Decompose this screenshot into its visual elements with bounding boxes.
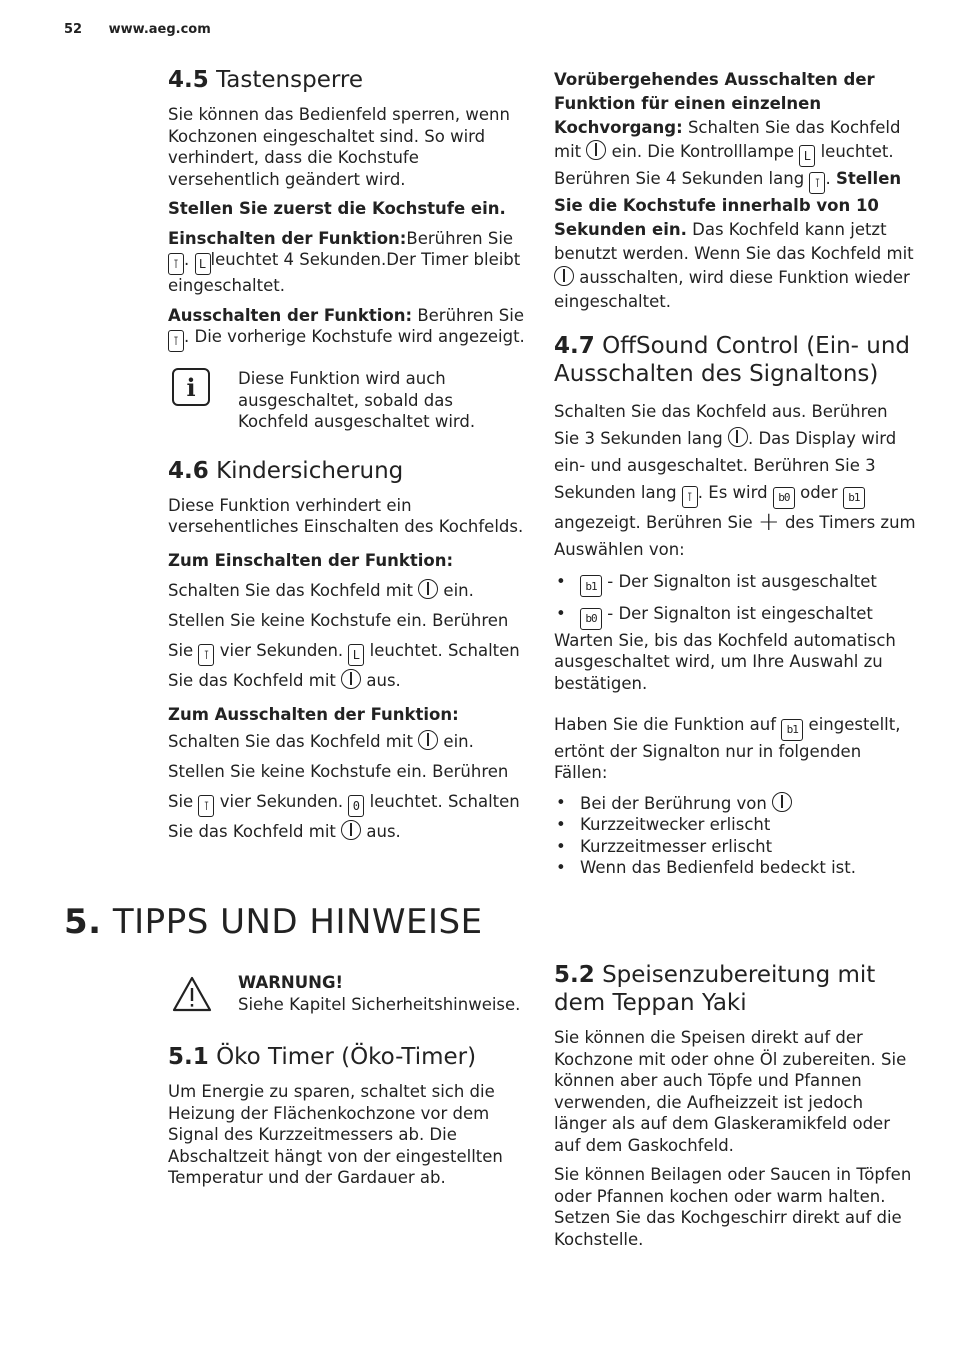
page-number: 52 — [64, 22, 83, 37]
lock-light-icon: L — [799, 145, 815, 167]
s46-disable-label: Zum Ausschalten der Funktion: — [168, 704, 459, 724]
lock-key-icon: ⊺ — [168, 253, 184, 275]
info-icon: i — [172, 368, 210, 406]
lock-key-icon: ⊺ — [168, 330, 184, 352]
page-header — [64, 22, 211, 37]
power-icon — [341, 820, 361, 840]
sound-off-symbol-icon: b1 — [580, 575, 602, 597]
warning-triangle-icon — [172, 976, 212, 1016]
s45-disable: Ausschalten der Funktion: Berühren Sie ⊺ . Die vorherige Kochstufe wird angezeigt. — [168, 305, 526, 353]
section-4-7-heading: 4.7 OffSound Control (Ein- und Ausschalten des Signaltons) — [554, 333, 911, 387]
power-icon — [341, 669, 361, 689]
lock-key-icon: ⊺ — [809, 172, 825, 194]
power-icon — [554, 266, 574, 286]
list-item: • Kurzzeitmesser erlischt — [554, 836, 916, 858]
sound-off-symbol-icon: b1 — [781, 719, 803, 741]
warning-text: Siehe Kapitel Sicherheitshinweise. — [238, 994, 521, 1014]
header-url: www.aeg.com — [108, 22, 211, 37]
sound-off-symbol-icon: b1 — [843, 487, 865, 509]
list-item: • b0 - Der Signalton ist eingeschaltet — [554, 603, 916, 630]
section-5-2-heading: 5.2 Speisenzubereitung mit dem Teppan Yaki — [554, 962, 876, 1016]
lock-key-icon: ⊺ — [682, 486, 698, 508]
right-column-bottom — [554, 961, 916, 1258]
left-column-top — [168, 66, 526, 855]
s52-text-1: Sie können die Speisen direkt auf der Kochzone mit oder ohne Öl zubereiten. Sie können aber auch Töpfe und Pfannen verwenden, die Aufheizzeit ist jedoch länger als auf dem Glaskeramikfeld oder auf dem Gaskochfeld. — [554, 1028, 907, 1155]
section-4-5-heading: 4.5 Tastensperre — [168, 67, 364, 93]
child-lock-light-icon: 0 — [348, 795, 364, 817]
power-icon — [418, 579, 438, 599]
info-note-text: Diese Funktion wird auch ausgeschaltet, sobald das Kochfeld ausgeschaltet wird. — [238, 369, 476, 431]
left-column-bottom — [168, 972, 526, 1197]
warning-note — [168, 972, 526, 1015]
list-item: • b1 - Der Signalton ist ausgeschaltet — [554, 571, 916, 598]
section-4-6-heading: 4.6 Kindersicherung — [168, 457, 404, 484]
lock-light-icon: L — [348, 644, 364, 666]
warning-title: WARNUNG! — [238, 973, 344, 992]
s45-enable: Einschalten der Funktion:Berühren Sie ⊺ . L leuchtet 4 Sekunden.Der Timer bleibt eingeschaltet. — [168, 228, 521, 295]
power-icon — [586, 140, 606, 160]
lock-light-icon: L — [195, 253, 211, 275]
lock-key-icon: ⊺ — [198, 795, 214, 817]
list-item: • Wenn das Bedienfeld bedeckt ist. — [554, 857, 916, 879]
power-icon — [772, 792, 792, 812]
s47-cases-intro: Haben Sie die Funktion auf b1 eingestellt, ertönt der Signalton nur in folgenden Fällen: — [554, 715, 901, 782]
power-icon — [418, 730, 438, 750]
section-5-1-heading: 5.1 Öko Timer (Öko-Timer) — [168, 1044, 477, 1070]
list-item: • Bei der Berührung von — [554, 792, 916, 815]
s52-text-2: Sie können Beilagen oder Saucen in Töpfen oder Pfannen kochen oder warm halten. Setzen Sie das Kochgeschirr direkt auf die Kochstelle. — [554, 1165, 912, 1249]
power-icon — [728, 427, 748, 447]
s46-temporary-disable: Vorübergehendes Ausschalten der Funktion für einen einzelnen Kochvorgang: Schalten Sie das Kochfeld mit ein. Die Kontrolllampe L leuchtet. Berühren Sie 4 Sekunden lang ⊺ . Stellen Sie die Kochstufe innerhalb von 10 Sekunden ein. Das Kochfeld kann jetzt benutzt werden. Wenn Sie das Kochfeld mit ausschalten, wird diese Funktion wieder eingeschaltet. — [554, 70, 914, 311]
s47-intro: Schalten Sie das Kochfeld aus. Berühren Sie 3 Sekunden lang . Das Display wird ein- und ausgeschaltet. Berühren Sie 3 Sekunden lang ⊺ . Es wird b0 oder b1 angezeigt. Berühren Sie + des Timers zum Auswählen von: — [554, 402, 916, 559]
s46-enable: Zum Einschalten der Funktion: Schalten Sie das Kochfeld mit ein. Stellen Sie keine Kochstufe ein. Berühren Sie ⊺ vier Sekunden. L leuchtet. Schalten Sie das Kochfeld mit aus. — [168, 550, 520, 690]
s51-text: Um Energie zu sparen, schaltet sich die Heizung der Flächenkochzone vor dem Signal des Kurzzeitmessers ab. Die Abschaltzeit hängt von der eingestellten Temperatur und der Gardauer ab. — [168, 1082, 503, 1187]
s47-confirm: Warten Sie, bis das Kochfeld automatisch ausgeschaltet wird, um Ihre Auswahl zu bestätigen. — [554, 630, 896, 693]
s45-first-step: Stellen Sie zuerst die Kochstufe ein. — [168, 199, 506, 218]
list-item: • Kurzzeitwecker erlischt — [554, 814, 916, 836]
s46-disable: Schalten Sie das Kochfeld mit ein. Stellen Sie keine Kochstufe ein. Berühren Sie ⊺ vier Sekunden. 0 leuchtet. Schalten Sie das Kochfeld mit aus. — [168, 732, 520, 841]
plus-icon: + — [757, 506, 780, 537]
sound-on-symbol-icon: b0 — [580, 608, 602, 630]
info-note — [168, 368, 526, 433]
s46-intro: Diese Funktion verhindert ein versehentliches Einschalten des Kochfelds. — [168, 495, 524, 536]
s47-cases-list — [554, 792, 916, 879]
lock-key-icon: ⊺ — [198, 644, 214, 666]
s45-intro: Sie können das Bedienfeld sperren, wenn Kochzonen eingeschaltet sind. So wird verhindert, dass die Kochstufe versehentlich geändert wird. — [168, 105, 510, 189]
s47-options-list — [554, 571, 916, 630]
sound-on-symbol-icon: b0 — [773, 487, 795, 509]
chapter-5-heading: 5. TIPPS UND HINWEISE — [64, 902, 483, 942]
right-column-top — [554, 68, 916, 887]
